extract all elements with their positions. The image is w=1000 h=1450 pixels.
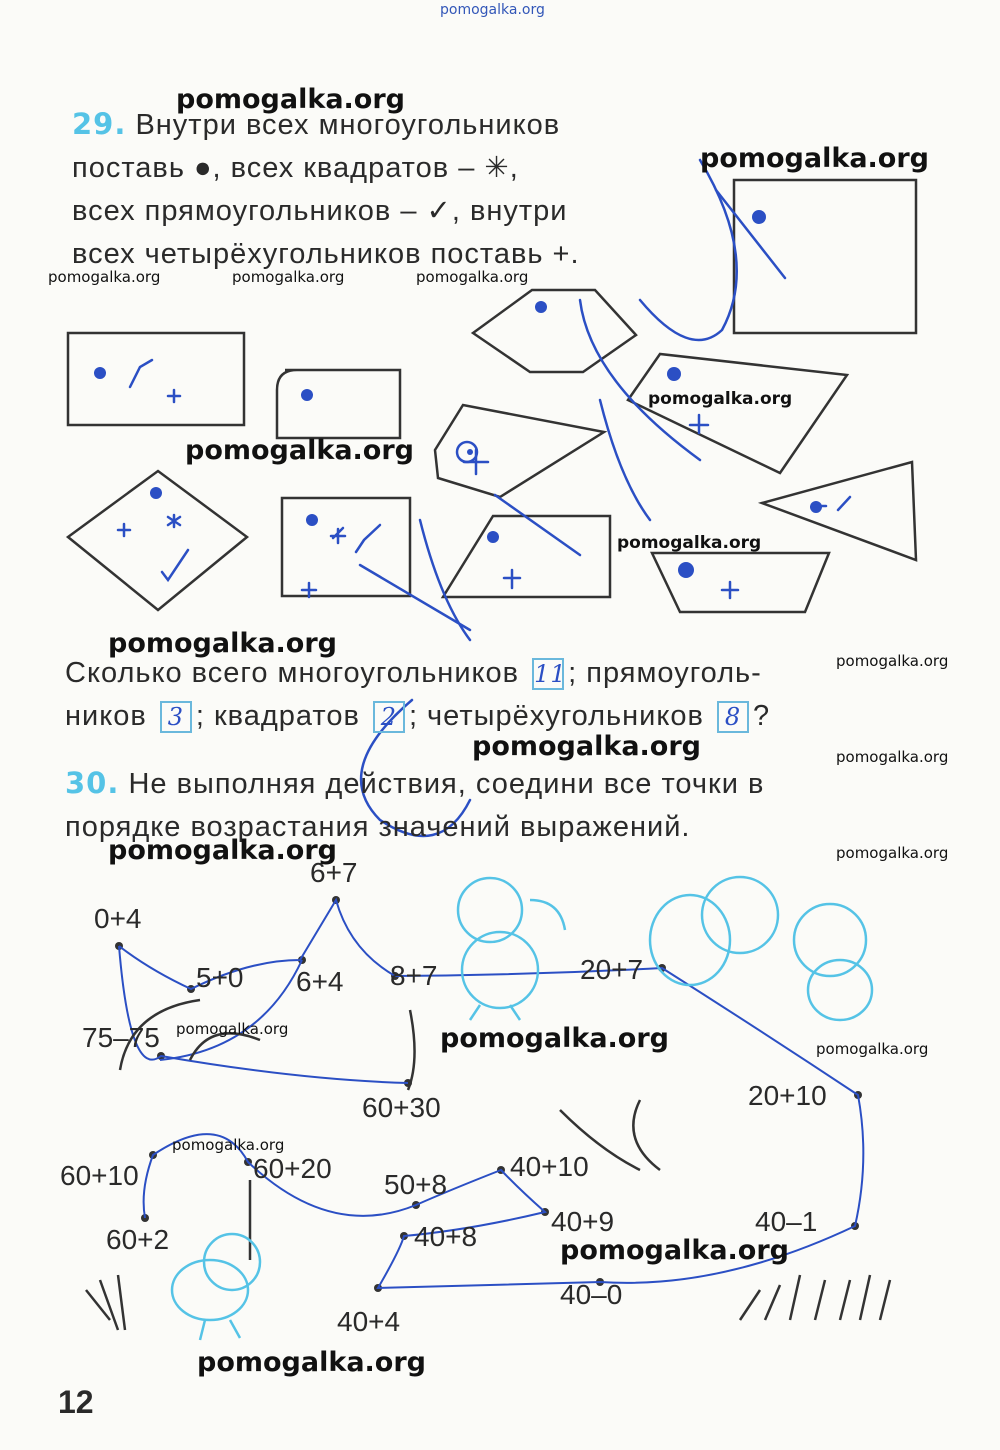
answer-box-polygons[interactable]: 11	[534, 660, 567, 689]
watermark: pomogalka.org	[108, 835, 337, 866]
task-30-line1: Не выполняя действия, соедини все точки в	[128, 768, 765, 800]
task-29-number: 29.	[72, 107, 127, 141]
watermark: pomogalka.org	[700, 143, 929, 174]
point-label: 40+9	[551, 1206, 615, 1237]
watermark: pomogalka.org	[197, 1347, 426, 1378]
watermark: pomogalka.org	[560, 1235, 789, 1266]
point-label: 40–1	[755, 1206, 818, 1237]
answer-q-end: ?	[753, 700, 771, 732]
answer-box-quads[interactable]: 8	[717, 701, 749, 733]
task-29-line1: Внутри всех многоугольников	[135, 109, 561, 141]
watermark: pomogalka.org	[836, 652, 949, 670]
watermark: pomogalka.org	[48, 268, 161, 286]
point-label: 75–75	[82, 1022, 160, 1053]
point-label: 0+4	[94, 903, 142, 934]
task-29-text	[72, 103, 672, 276]
point-label: 40+10	[510, 1151, 589, 1182]
point-label: 20+7	[580, 954, 644, 985]
header-site-watermark: pomogalka.org	[440, 2, 545, 18]
answer-q-start: Сколько всего многоугольников	[65, 657, 520, 689]
answer-q-square: ; квадратов	[195, 700, 360, 732]
point-label: 6+4	[296, 966, 344, 997]
point-label: 60+20	[253, 1153, 332, 1184]
task-29-line3: всех прямоугольников – ✓, внутри	[72, 195, 568, 227]
point-label: 8+7	[390, 960, 438, 991]
point-label: 40+8	[414, 1221, 478, 1252]
answer-q-rect2: ников	[65, 700, 147, 732]
watermark: pomogalka.org	[176, 1020, 289, 1038]
answer-q-rect: ; прямоуголь-	[568, 657, 762, 689]
watermark: pomogalka.org	[816, 1040, 929, 1058]
answers-block	[65, 652, 935, 738]
watermark: pomogalka.org	[836, 748, 949, 766]
answer-box-squares[interactable]: 2	[373, 701, 405, 733]
watermark: pomogalka.org	[617, 533, 762, 553]
point-label: 60+10	[60, 1160, 139, 1191]
watermark: pomogalka.org	[176, 84, 405, 115]
watermark: pomogalka.org	[648, 389, 793, 409]
answer-box-rectangles[interactable]: 3	[160, 701, 192, 733]
task-30-line2: порядке возрастания значений выражений.	[65, 811, 691, 843]
watermark: pomogalka.org	[185, 435, 414, 466]
point-label: 60+30	[362, 1092, 441, 1123]
watermark: pomogalka.org	[416, 268, 529, 286]
task-29-line2: поставь ●, всех квадратов – ✳,	[72, 152, 519, 184]
watermark: pomogalka.org	[232, 268, 345, 286]
point-label: 60+2	[106, 1224, 170, 1255]
point-label: 50+8	[384, 1169, 448, 1200]
watermark: pomogalka.org	[472, 731, 701, 762]
point-label: 5+0	[196, 962, 244, 993]
page-number: 12	[58, 1384, 94, 1420]
answer-q-quad: ; четырёхугольников	[408, 700, 704, 732]
task-30-number: 30.	[65, 766, 120, 800]
point-label: 40+4	[337, 1306, 401, 1337]
point-label: 6+7	[310, 857, 358, 888]
watermark: pomogalka.org	[172, 1136, 285, 1154]
point-label: 20+10	[748, 1080, 827, 1111]
watermark: pomogalka.org	[836, 844, 949, 862]
task-29-line4: всех четырёхугольников поставь +.	[72, 238, 580, 270]
watermark: pomogalka.org	[108, 628, 337, 659]
watermark: pomogalka.org	[440, 1023, 669, 1054]
point-label: 40–0	[560, 1279, 623, 1310]
